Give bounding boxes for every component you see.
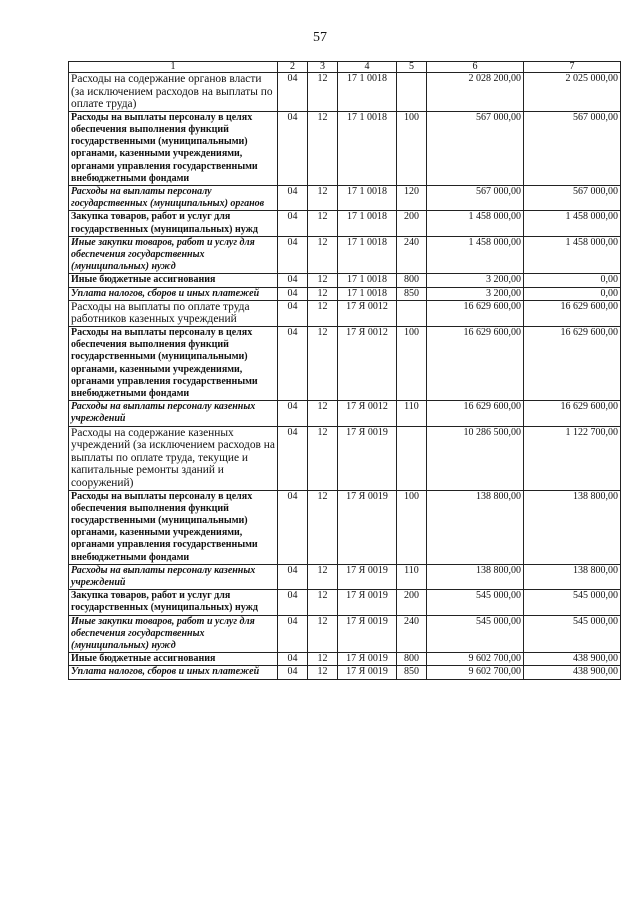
table-row: [69, 186, 621, 211]
table-row: [69, 111, 621, 185]
amount-col6-cell: 567 000,00: [427, 111, 524, 185]
expense-type-cell: 110: [397, 401, 427, 426]
expense-name-cell: Закупка товаров, работ и услуг для государственных (муниципальных) нужд: [69, 211, 278, 236]
expense-name-cell: Расходы на выплаты персоналу государственных (муниципальных) органов: [69, 186, 278, 211]
budget-table: [68, 61, 621, 680]
subsection-code-cell: 12: [308, 653, 338, 666]
expense-name-cell: Расходы на выплаты персоналу в целях обеспечения выполнения функций государственными (муниципальными) органами, казенными учреждениями, органами управления государственными внебюджетными фондами: [69, 327, 278, 401]
target-article-cell: 17 Я 0012: [338, 327, 397, 401]
section-code-cell: 04: [278, 300, 308, 326]
expense-type-cell: 110: [397, 564, 427, 589]
expense-name-cell: Иные бюджетные ассигнования: [69, 274, 278, 287]
header-cell: 4: [338, 62, 397, 73]
table-row: [69, 236, 621, 274]
table-row: [69, 615, 621, 653]
amount-col7-cell: 138 800,00: [524, 490, 621, 564]
amount-col7-cell: 567 000,00: [524, 186, 621, 211]
target-article-cell: 17 Я 0019: [338, 666, 397, 679]
section-code-cell: 04: [278, 236, 308, 274]
amount-col6-cell: 545 000,00: [427, 615, 524, 653]
header-cell: 6: [427, 62, 524, 73]
amount-col7-cell: 16 629 600,00: [524, 300, 621, 326]
section-code-cell: 04: [278, 274, 308, 287]
section-code-cell: 04: [278, 401, 308, 426]
table-row: [69, 300, 621, 326]
expense-name-cell: Закупка товаров, работ и услуг для государственных (муниципальных) нужд: [69, 590, 278, 615]
amount-col6-cell: 545 000,00: [427, 590, 524, 615]
section-code-cell: 04: [278, 111, 308, 185]
subsection-code-cell: 12: [308, 186, 338, 211]
amount-col6-cell: 138 800,00: [427, 564, 524, 589]
amount-col6-cell: 10 286 500,00: [427, 426, 524, 490]
page-number: 57: [313, 30, 327, 45]
expense-name-cell: Расходы на выплаты персоналу в целях обеспечения выполнения функций государственными (муниципальными) органами, казенными учреждениями, органами управления государственными внебюджетными фондами: [69, 111, 278, 185]
amount-col7-cell: 2 025 000,00: [524, 73, 621, 112]
amount-col6-cell: 9 602 700,00: [427, 666, 524, 679]
header-cell: 5: [397, 62, 427, 73]
expense-type-cell: 120: [397, 186, 427, 211]
expense-name-cell: Уплата налогов, сборов и иных платежей: [69, 287, 278, 300]
amount-col7-cell: 567 000,00: [524, 111, 621, 185]
table-row: [69, 73, 621, 112]
expense-name-cell: Расходы на содержание казенных учреждений (за исключением расходов на выплаты по оплате труда, текущие и капитальные ремонты зданий и сооружений): [69, 426, 278, 490]
amount-col7-cell: 438 900,00: [524, 666, 621, 679]
amount-col7-cell: 138 800,00: [524, 564, 621, 589]
subsection-code-cell: 12: [308, 287, 338, 300]
expense-type-cell: 100: [397, 327, 427, 401]
section-code-cell: 04: [278, 211, 308, 236]
subsection-code-cell: 12: [308, 327, 338, 401]
section-code-cell: 04: [278, 666, 308, 679]
expense-type-cell: 850: [397, 287, 427, 300]
expense-type-cell: [397, 300, 427, 326]
table-row: [69, 287, 621, 300]
subsection-code-cell: 12: [308, 73, 338, 112]
target-article-cell: 17 Я 0019: [338, 564, 397, 589]
table-row: [69, 211, 621, 236]
header-cell: 7: [524, 62, 621, 73]
expense-name-cell: Иные закупки товаров, работ и услуг для обеспечения государственных (муниципальных) нужд: [69, 236, 278, 274]
amount-col7-cell: 16 629 600,00: [524, 327, 621, 401]
amount-col6-cell: 3 200,00: [427, 287, 524, 300]
expense-type-cell: 240: [397, 236, 427, 274]
expense-type-cell: 200: [397, 590, 427, 615]
amount-col7-cell: 16 629 600,00: [524, 401, 621, 426]
subsection-code-cell: 12: [308, 426, 338, 490]
section-code-cell: 04: [278, 73, 308, 112]
expense-type-cell: 240: [397, 615, 427, 653]
expense-name-cell: Уплата налогов, сборов и иных платежей: [69, 666, 278, 679]
header-cell: 1: [69, 62, 278, 73]
amount-col7-cell: 1 458 000,00: [524, 236, 621, 274]
amount-col6-cell: 138 800,00: [427, 490, 524, 564]
amount-col6-cell: 3 200,00: [427, 274, 524, 287]
table-row: [69, 564, 621, 589]
target-article-cell: 17 Я 0019: [338, 590, 397, 615]
section-code-cell: 04: [278, 327, 308, 401]
header-cell: 3: [308, 62, 338, 73]
amount-col7-cell: 0,00: [524, 287, 621, 300]
section-code-cell: 04: [278, 426, 308, 490]
amount-col6-cell: 567 000,00: [427, 186, 524, 211]
target-article-cell: 17 Я 0019: [338, 490, 397, 564]
target-article-cell: 17 Я 0012: [338, 401, 397, 426]
expense-name-cell: Иные бюджетные ассигнования: [69, 653, 278, 666]
amount-col6-cell: 2 028 200,00: [427, 73, 524, 112]
section-code-cell: 04: [278, 615, 308, 653]
budget-table-body: [69, 62, 621, 680]
subsection-code-cell: 12: [308, 615, 338, 653]
section-code-cell: 04: [278, 653, 308, 666]
amount-col7-cell: 545 000,00: [524, 590, 621, 615]
amount-col7-cell: 0,00: [524, 274, 621, 287]
target-article-cell: 17 1 0018: [338, 186, 397, 211]
target-article-cell: 17 1 0018: [338, 274, 397, 287]
section-code-cell: 04: [278, 490, 308, 564]
amount-col7-cell: 438 900,00: [524, 653, 621, 666]
subsection-code-cell: 12: [308, 401, 338, 426]
subsection-code-cell: 12: [308, 666, 338, 679]
target-article-cell: 17 1 0018: [338, 236, 397, 274]
expense-type-cell: [397, 73, 427, 112]
subsection-code-cell: 12: [308, 274, 338, 287]
subsection-code-cell: 12: [308, 211, 338, 236]
table-row: [69, 490, 621, 564]
header-cell: 2: [278, 62, 308, 73]
section-code-cell: 04: [278, 287, 308, 300]
target-article-cell: 17 Я 0012: [338, 300, 397, 326]
table-row: [69, 653, 621, 666]
expense-type-cell: 800: [397, 653, 427, 666]
target-article-cell: 17 Я 0019: [338, 615, 397, 653]
amount-col6-cell: 16 629 600,00: [427, 300, 524, 326]
expense-type-cell: [397, 426, 427, 490]
expense-name-cell: Расходы на выплаты по оплате труда работников казенных учреждений: [69, 300, 278, 326]
expense-name-cell: Иные закупки товаров, работ и услуг для обеспечения государственных (муниципальных) нужд: [69, 615, 278, 653]
section-code-cell: 04: [278, 590, 308, 615]
column-number-header: [69, 62, 621, 73]
target-article-cell: 17 Я 0019: [338, 426, 397, 490]
expense-name-cell: Расходы на выплаты персоналу казенных учреждений: [69, 401, 278, 426]
table-row: [69, 327, 621, 401]
target-article-cell: 17 1 0018: [338, 211, 397, 236]
expense-type-cell: 800: [397, 274, 427, 287]
expense-name-cell: Расходы на содержание органов власти (за исключением расходов на выплаты по оплате труда): [69, 73, 278, 112]
amount-col6-cell: 16 629 600,00: [427, 401, 524, 426]
expense-type-cell: 100: [397, 111, 427, 185]
table-row: [69, 666, 621, 679]
section-code-cell: 04: [278, 186, 308, 211]
expense-name-cell: Расходы на выплаты персоналу в целях обеспечения выполнения функций государственными (муниципальными) органами, казенными учреждениями, органами управления государственными внебюджетными фондами: [69, 490, 278, 564]
subsection-code-cell: 12: [308, 564, 338, 589]
amount-col6-cell: 16 629 600,00: [427, 327, 524, 401]
expense-type-cell: 850: [397, 666, 427, 679]
table-row: [69, 426, 621, 490]
table-row: [69, 401, 621, 426]
section-code-cell: 04: [278, 564, 308, 589]
amount-col7-cell: 1 122 700,00: [524, 426, 621, 490]
amount-col6-cell: 1 458 000,00: [427, 236, 524, 274]
target-article-cell: 17 1 0018: [338, 73, 397, 112]
table-row: [69, 274, 621, 287]
subsection-code-cell: 12: [308, 111, 338, 185]
target-article-cell: 17 Я 0019: [338, 653, 397, 666]
target-article-cell: 17 1 0018: [338, 287, 397, 300]
amount-col7-cell: 1 458 000,00: [524, 211, 621, 236]
target-article-cell: 17 1 0018: [338, 111, 397, 185]
amount-col6-cell: 1 458 000,00: [427, 211, 524, 236]
expense-type-cell: 200: [397, 211, 427, 236]
subsection-code-cell: 12: [308, 300, 338, 326]
table-row: [69, 590, 621, 615]
expense-name-cell: Расходы на выплаты персоналу казенных учреждений: [69, 564, 278, 589]
amount-col7-cell: 545 000,00: [524, 615, 621, 653]
subsection-code-cell: 12: [308, 490, 338, 564]
subsection-code-cell: 12: [308, 236, 338, 274]
subsection-code-cell: 12: [308, 590, 338, 615]
amount-col6-cell: 9 602 700,00: [427, 653, 524, 666]
expense-type-cell: 100: [397, 490, 427, 564]
